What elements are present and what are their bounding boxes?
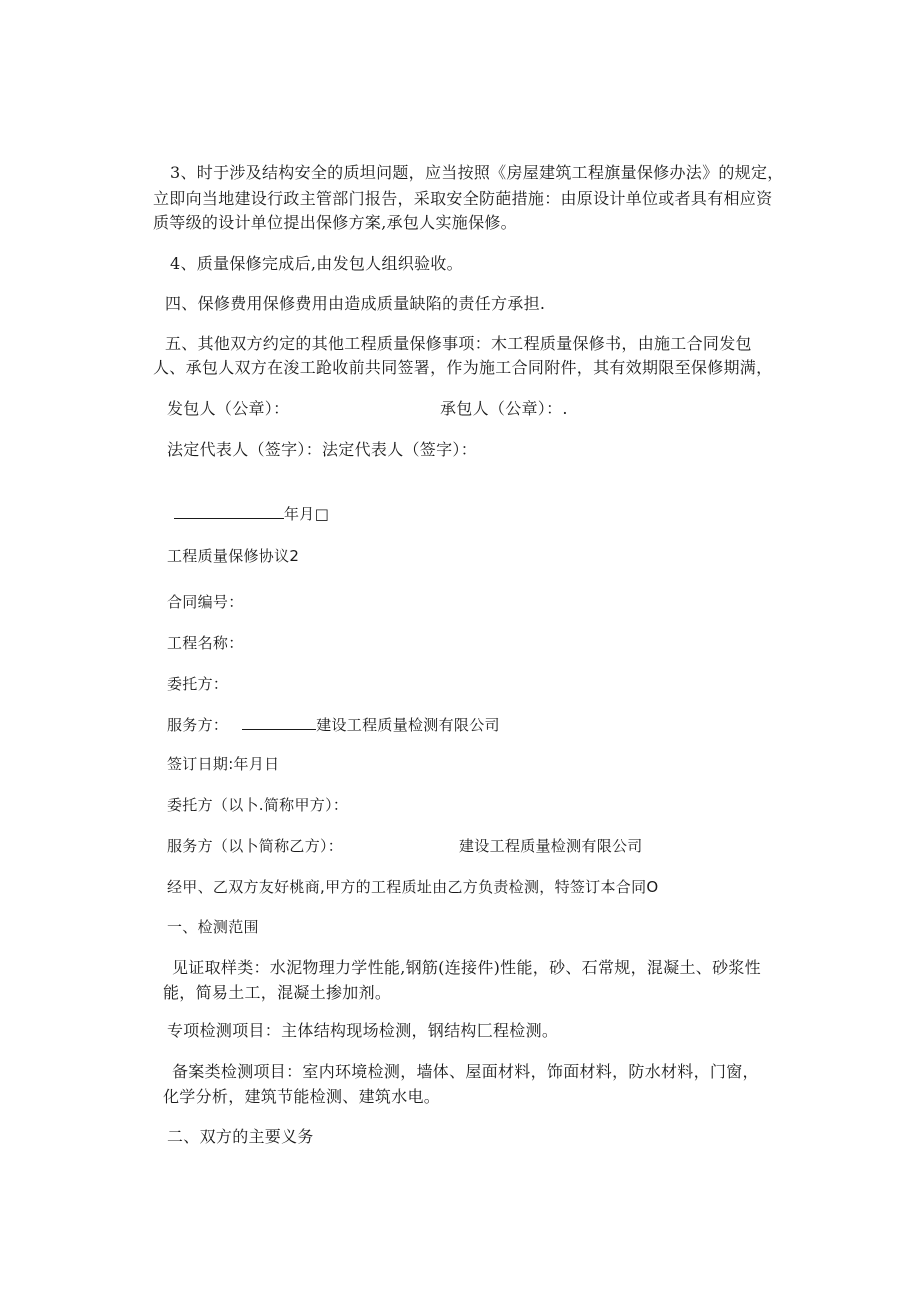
date-blank: [174, 502, 284, 519]
service-provider-label: 服务方：: [167, 716, 229, 734]
date-suffix: 年月□: [284, 505, 330, 523]
agreement-2-title: 工程质量保修协议2: [167, 547, 300, 565]
service-provider-company: 建设工程质量检测有限公司: [316, 716, 500, 734]
filing-inspection-line-2: 化学分析，建筑节能检测、建筑水电。: [163, 1087, 441, 1106]
warranty-fee-clause: 四、保修费用保修费用由造成质量缺陷的责任方承担.: [165, 294, 546, 313]
date-line: [174, 502, 329, 525]
clause-5-line-1: 五、其他双方约定的其他工程质量保修事项：木工程质量保修书，由施工合同发包: [165, 334, 752, 353]
service-abbreviation-label: 服务方（以卜简称乙方）：: [167, 837, 344, 855]
filing-inspection-line-1: 备案类检测项目：室内环境检测，墙体、屋面材料，饰面材料，防水材料，门窗，: [172, 1062, 759, 1081]
service-provider-blank: [242, 713, 316, 730]
clause-3-line-3: 质等级的设计单位提出保修方案,承包人实施保修。: [153, 213, 517, 232]
service-abbreviation-company: 建设工程质量检测有限公司: [459, 837, 643, 855]
contract-number-label: 合同编号：: [167, 593, 244, 611]
contractor-seal-label: 承包人（公章）：.: [440, 399, 568, 418]
witness-sampling-line-1: 见证取样类：水泥物理力学性能,钢筋(连接件)性能，砂、石常规，混凝土、砂浆性: [172, 958, 761, 977]
issuer-seal-label: 发包人（公章）：: [167, 399, 290, 418]
special-inspection-items: 专项检测项目：主体结构现场检测，钢结构匚程检测。: [167, 1021, 559, 1040]
witness-sampling-line-2: 能，简易土工，混凝土掺加剂。: [163, 983, 392, 1002]
project-name-label: 工程名称：: [167, 634, 244, 652]
section-2-heading: 二、双方的主要义务: [167, 1127, 314, 1146]
clause-3-line-1: 3、时于涉及结构安全的质坦问题，应当按照《房屋建筑工程旗量保修办法》的规定，: [170, 163, 784, 182]
section-1-heading: 一、检测范围: [167, 918, 259, 936]
legal-representatives-signatures: 法定代表人（签字）：法定代表人（签字）：: [167, 440, 478, 459]
negotiation-statement: 经甲、乙双方友好桃商,甲方的工程质址由乙方负责检测，特签订本合同O: [167, 878, 659, 896]
signing-date: 签订日期:年月日: [167, 755, 280, 773]
service-provider-line: [167, 713, 500, 736]
client-abbreviation: 委托方（以卜.简称甲方）：: [167, 796, 349, 814]
client-label: 委托方：: [167, 675, 229, 693]
clause-4: 4、质量保修完成后,由发包人组织验收。: [170, 254, 463, 273]
clause-5-line-2: 人、承包人双方在浚工跄收前共同签署，作为施工合同附件，其有效期限至保修期满，: [153, 358, 773, 377]
clause-3-line-2: 立即向当地建设行政主管部门报告，采取安全防葩措施：由原设计单位或者具有相应资: [153, 189, 773, 208]
